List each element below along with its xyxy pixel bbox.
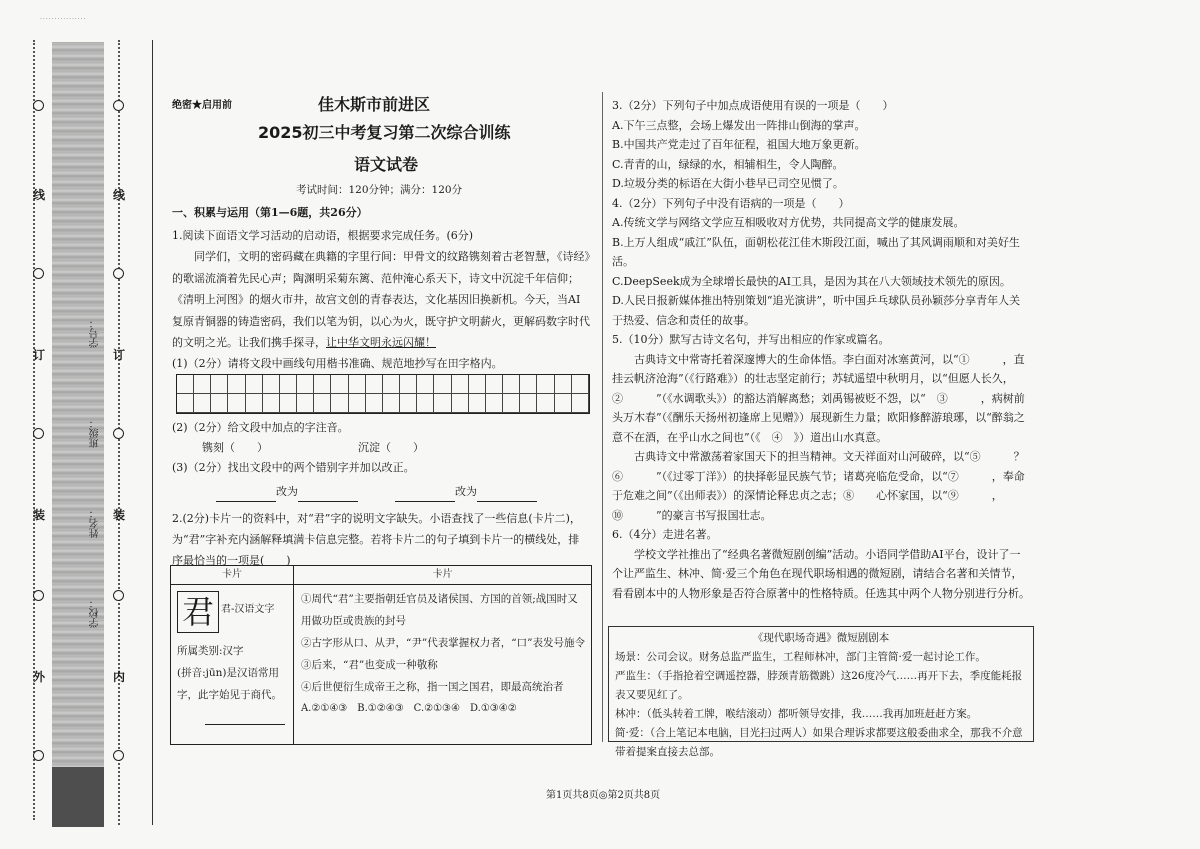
q1-sub2a[interactable]: 镌刻（ ）: [202, 441, 268, 454]
card2-item: ④后世便衍生成帝王之称，指一国之国君，即最高统治者: [301, 681, 564, 693]
exam-title-region: 佳木斯市前进区: [318, 95, 431, 114]
script-box: [608, 626, 1034, 758]
binding-solid-line: [152, 40, 153, 825]
section-heading: 一、积累与运用（第1—6题，共26分）: [172, 206, 368, 219]
name-field[interactable]: 姓名：: [90, 508, 101, 538]
column-divider: [602, 92, 603, 742]
q3-option-b[interactable]: B.中国共产党走过了百年征程，祖国大地万象更新。: [612, 138, 866, 151]
q4-option-c[interactable]: C.DeepSeek成为全球增长最快的AI工具，是因为其在八大领域技术领先的原因。: [612, 274, 1011, 288]
q1-subparts: [172, 418, 590, 571]
binding-circle: [113, 268, 124, 279]
q1-passage: 同学们，文明的密码藏在典籍的字里行间：甲骨文的纹路镌刻着古老智慧，《诗经》的歌谣流淌着先民心声；陶渊明采菊东篱、范仲淹心系天下，诗文中沉淀千年信仰；《清明上河图》的烟火市井，故宫文创的青春表达，文化基因旧换新机。今天，当AI复原青铜器的铸造密码，我们以笔为钥，以心为火，既守护文明薪火，更解码数字时代的文明之光。让我们携手探寻，让中华文明永远闪耀！: [172, 250, 590, 349]
exam-meta: 考试时间：120分钟；满分：120分: [296, 184, 463, 196]
q5-paragraph-2: 古典诗文中常激荡着家国天下的担当精神。文天祥面对山河破碎，以“⑤ ？⑥ ”（《过零丁洋》）的抉择彰显民族气节；诸葛亮临危受命，以“⑦ ，奉命于危难之间”（《出师表》）的深情论释忠贞之志；⑧ 心怀家国，以“⑨ ，⑩ ”的豪言书写报国壮志。: [612, 450, 1025, 522]
card1-pinyin: (拼音:jūn)是汉语常用字，此字始见于商代。: [177, 667, 282, 701]
card2-header: 卡片: [294, 566, 591, 585]
q1-underlined-sentence: 让中华文明永远闪耀！: [326, 336, 436, 349]
binding-char: 订: [113, 348, 126, 362]
binding-char: 装: [113, 508, 126, 522]
q3-option-a[interactable]: A.下午三点整，会场上爆发出一阵排山倒海的掌声。: [612, 118, 866, 132]
card1-header: 卡片: [171, 566, 294, 585]
binding-circle: [33, 428, 44, 439]
fix-blank[interactable]: [216, 487, 276, 502]
exam-title-subject: 语文试卷: [354, 155, 419, 174]
binding-char: 线: [113, 188, 126, 202]
fix-blank[interactable]: [395, 487, 455, 502]
q3-option-c[interactable]: C.青青的山，绿绿的水，相辅相生，令人陶醉。: [612, 157, 844, 171]
secret-label: 绝密★启用前: [172, 100, 232, 111]
binding-circle: [113, 428, 124, 439]
q4-option-a[interactable]: A.传统文学与网络文学应互相吸收对方优势，共同提高文学的健康发展。: [612, 216, 965, 229]
q4-option-b[interactable]: B.上万人组成“戚江”队伍，面朝松花江佳木斯段江面，喊出了其风调雨顺和对美好生活。: [612, 235, 1020, 268]
card1-blank[interactable]: [205, 724, 285, 725]
jun-character: 君: [177, 591, 219, 633]
q6-intro: 学校文学社推出了“经典名著微短剧创编”活动。小语同学借助AI平台，设计了一个让严监生、林冲、简·爱三个角色在现代职场相遇的微短剧，请结合名著和关情节，看看剧本中的人物形象是否符合原著中的性格特质。任选其中两个人物分别进行分析。: [612, 547, 1030, 600]
q5-stem: 5.（10分）默写古诗文名句，并写出相应的作家或篇名。: [612, 333, 890, 346]
card2-item: ②古字形从口、从尹，“尹”代表掌握权力者，“口”表发号施令: [301, 637, 585, 649]
q2-options[interactable]: A.②①④③ B.①②④③ C.②①③④ D.①③④②: [301, 703, 517, 714]
question-1: [172, 226, 590, 374]
card2-items: [301, 588, 587, 720]
fix-blank[interactable]: [477, 487, 537, 502]
q3-option-d[interactable]: D.垃圾分类的标语在大街小巷早已司空见惯了。: [612, 177, 844, 190]
binding-circle: [33, 750, 44, 761]
binding-circle: [113, 100, 124, 111]
binding-circle: [113, 590, 124, 601]
fix-label: 改为: [455, 485, 477, 498]
binding-char: 线: [33, 188, 46, 202]
card-table: [170, 565, 592, 745]
card2-item: ③后来，“君”也变成一种敬称: [301, 659, 438, 671]
q5-paragraph-1: 古典诗文中常寄托着深邃博大的生命体悟。李白面对冰塞黄河，以“① ，直挂云帆济沧海”（《行路难》）的壮志坚定前行；苏轼遥望中秋明月，以“但愿人长久，② ”（《水调歌头》）的豁达消解离愁；刘禹锡被贬不怨，以“ ③ ，病树前头万木春”（《酬乐天扬州初逢席上见赠》）展现新生力量；欧阳修醉游琅琊，以“醉翁之意不在酒，在乎山水之间也”（《 ④ 》）道出山水真意。: [612, 352, 1025, 444]
q2-stem: 2.(2分)卡片一的资料中，对“君”字的说明文字缺失。小语查找了一些信息(卡片二)，为“君”字补充内涵解释填满卡信息完整。若将卡片二的句子填到卡片一的横线处，排序最恰当的一项是( ): [172, 512, 581, 567]
scan-mark: ................: [40, 14, 87, 21]
q1-sub2b[interactable]: 沉淀（ ）: [358, 441, 424, 454]
script-title: 《现代职场奇遇》微短剧剧本: [752, 632, 890, 644]
school-field[interactable]: 学校：: [90, 598, 101, 628]
q1-sub1: (1)（2分）请将文段中画线句用楷书准确、规范地抄写在田字格内。: [172, 356, 503, 370]
tianzige-grid[interactable]: [176, 374, 590, 414]
script-scene: 场景：公司会议。财务总监严监生，工程师林冲，部门主管简·爱一起讨论工作。: [615, 651, 986, 663]
binding-char: 订: [33, 348, 46, 362]
binding-char: 外: [33, 670, 46, 684]
card2-item: ①周代“君”主要指朝廷官员及诸侯国、方国的首领;战国时又用做功臣或贵族的封号: [301, 593, 578, 627]
class-field[interactable]: 班级：: [90, 418, 101, 448]
binding-char: 装: [33, 508, 46, 522]
binding-circle: [33, 268, 44, 279]
card-divider: [293, 566, 294, 744]
binding-dark-block: [52, 767, 104, 827]
binding-circle: [33, 590, 44, 601]
q1-stem: 1.阅读下面语文学习活动的启动语，根据要求完成任务。(6分): [172, 229, 474, 242]
page-footer: 第1页共8页◎第2页共8页: [546, 790, 661, 801]
fix-label: 改为: [276, 485, 298, 498]
binding-char: 内: [113, 670, 126, 684]
q3-stem: 3.（2分）下列句子中加点成语使用有误的一项是（ ）: [612, 99, 894, 112]
fix-blank[interactable]: [298, 487, 358, 502]
q1-fix-row: [172, 482, 590, 502]
q1-sub2: (2)（2分）给文段中加点的字注音。: [172, 421, 349, 434]
right-column: [612, 96, 1030, 603]
q4-stem: 4.（2分）下列句子中没有语病的一项是（ ）: [612, 196, 850, 210]
exam-title-main: 2025初三中考复习第二次综合训练: [258, 123, 511, 142]
script-line: 严监生：（手指抢着空调遥控器，脖颈青筋微跳）这26度冷气……再开下去，季度能耗报表又要见红了。: [615, 670, 1023, 701]
q1-sub3: (3)（2分）找出文段中的两个错别字并加以改正。: [172, 461, 415, 474]
binding-circle: [33, 100, 44, 111]
q6-stem: 6.（4分）走进名著。: [612, 528, 718, 541]
student-id-field[interactable]: 学号：: [90, 318, 101, 348]
q4-option-d[interactable]: D.人民日报新媒体推出特别策划“追光演讲”，听中国乒乓球队员孙颖莎分享青年人关于热爱、信念和责任的故事。: [612, 294, 1021, 327]
script-line: 简·爱：（合上笔记本电脑，目光扫过两人）如果合理诉求都要这般委曲求全，那我不介意带着提案直接去总部。: [615, 727, 1023, 758]
card1-category: 所属类别:汉字: [177, 645, 244, 657]
script-line: 林冲：（低头转着工牌，喉结滚动）都听领导安排，我……我再加班赶赶方案。: [615, 708, 978, 720]
jun-label: 君-汉语文字: [221, 604, 275, 615]
binding-circle: [113, 750, 124, 761]
q1-pinyin-row: [172, 438, 590, 458]
